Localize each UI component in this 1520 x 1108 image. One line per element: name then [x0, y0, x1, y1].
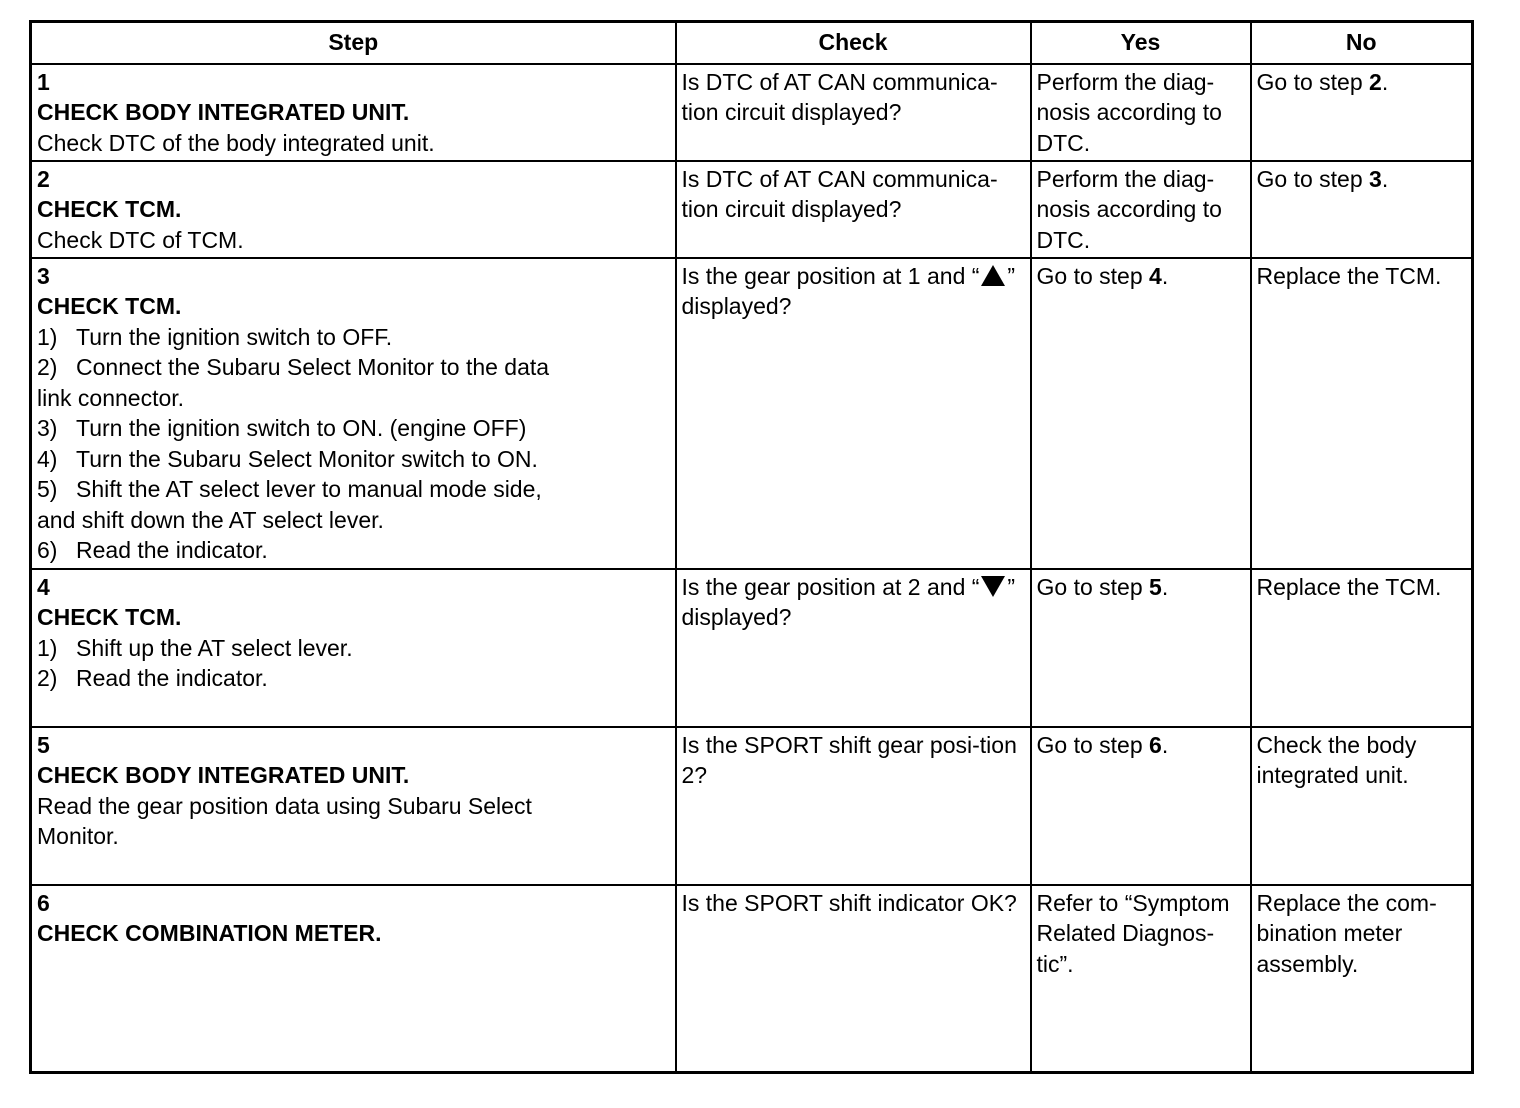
check-cell: Is DTC of AT CAN communica-tion circuit displayed?: [676, 64, 1031, 161]
step-title: CHECK COMBINATION METER.: [37, 920, 382, 946]
substep: [37, 413, 552, 444]
step-number: 2: [37, 165, 50, 192]
no-suffix: .: [1381, 165, 1389, 192]
check-text-end: ” displayed?: [681, 262, 1016, 319]
yes-suffix: .: [1161, 262, 1169, 289]
check-text: Is the gear position at 1 and “: [681, 262, 980, 289]
yes-suffix: .: [1161, 731, 1169, 758]
substep: [37, 322, 552, 353]
triangle-up-icon: [981, 265, 1005, 286]
check-text-end: ” displayed?: [681, 573, 1016, 630]
substep-text: Turn the Subaru Select Monitor switch to ON.: [76, 445, 538, 472]
step-number: 6: [37, 889, 50, 916]
substep-text: Turn the ignition switch to ON. (engine OFF): [76, 415, 527, 441]
step-number: 1: [37, 68, 50, 95]
check-text: Is the gear position at 2 and “: [681, 573, 980, 600]
table-row: [31, 569, 1473, 727]
step-reference: 6: [1149, 731, 1162, 758]
step-number: 5: [37, 731, 50, 758]
step-title: CHECK BODY INTEGRATED UNIT.: [37, 99, 410, 125]
substep-number: 3): [37, 415, 58, 441]
step-reference: 5: [1149, 573, 1162, 600]
step-title: CHECK TCM.: [37, 293, 182, 319]
step-description: Read the gear position data using Subaru Select Monitor.: [37, 792, 532, 849]
substep-text: Shift the AT select lever to manual mode side, and shift down the AT select lever.: [37, 476, 542, 533]
substep-number: 1): [37, 634, 58, 661]
step-cell: [31, 258, 676, 569]
substep: [37, 352, 552, 413]
no-text: Go to step: [1256, 68, 1370, 95]
substep: [37, 633, 552, 664]
no-suffix: .: [1381, 68, 1389, 95]
substep-text: Connect the Subaru Select Monitor to the data link connector.: [37, 354, 550, 411]
substep-number: 2): [37, 665, 58, 691]
table-row: [31, 885, 1473, 1073]
no-cell: [1251, 64, 1473, 161]
no-cell: Check the body integrated unit.: [1251, 727, 1473, 885]
step-description: Check DTC of the body integrated unit.: [37, 129, 435, 156]
step-title: CHECK TCM.: [37, 196, 182, 222]
header-check: Check: [676, 22, 1031, 64]
step-cell: [31, 727, 676, 885]
substep: [37, 444, 552, 475]
no-text: Go to step: [1256, 165, 1370, 192]
substep: [37, 474, 552, 535]
no-cell: Replace the TCM.: [1251, 258, 1473, 569]
table-row: [31, 64, 1473, 161]
check-cell: Is DTC of AT CAN communica-tion circuit displayed?: [676, 161, 1031, 258]
check-cell: [676, 569, 1031, 727]
substep-text: Turn the ignition switch to OFF.: [76, 323, 393, 350]
no-cell: [1251, 161, 1473, 258]
step-cell: [31, 161, 676, 258]
substep-number: 4): [37, 445, 58, 472]
substep-text: Read the indicator.: [76, 665, 268, 691]
yes-cell: Perform the diag-nosis according to DTC.: [1031, 161, 1251, 258]
substep-number: 1): [37, 323, 58, 350]
substep-number: 5): [37, 476, 58, 502]
substep-text: Shift up the AT select lever.: [76, 634, 353, 661]
yes-text: Go to step: [1036, 573, 1150, 600]
no-cell: Replace the com-bination meter assembly.: [1251, 885, 1473, 1073]
step-title: CHECK TCM.: [37, 604, 182, 630]
header-no: No: [1251, 22, 1473, 64]
step-number: 3: [37, 262, 50, 289]
check-cell: Is the SPORT shift indicator OK?: [676, 885, 1031, 1073]
step-cell: [31, 64, 676, 161]
yes-text: Go to step: [1036, 731, 1150, 758]
header-row: [31, 22, 1473, 64]
substep-text: Read the indicator.: [76, 537, 268, 563]
step-cell: [31, 569, 676, 727]
yes-cell: Perform the diag-nosis according to DTC.: [1031, 64, 1251, 161]
step-number: 4: [37, 573, 50, 600]
substep: [37, 663, 552, 694]
step-title: CHECK BODY INTEGRATED UNIT.: [37, 762, 410, 788]
substep: [37, 535, 552, 566]
substep-number: 6): [37, 537, 58, 563]
triangle-down-icon: [981, 576, 1005, 597]
step-reference: 3: [1369, 165, 1382, 192]
yes-text: Go to step: [1036, 262, 1150, 289]
diagnostic-table: [29, 20, 1474, 1074]
table-row: [31, 727, 1473, 885]
step-reference: 2: [1369, 68, 1382, 95]
header-step: Step: [31, 22, 676, 64]
yes-cell: Refer to “Symptom Related Diagnos-tic”.: [1031, 885, 1251, 1073]
step-description: Check DTC of TCM.: [37, 226, 244, 253]
yes-cell: [1031, 727, 1251, 885]
table-row: [31, 161, 1473, 258]
header-yes: Yes: [1031, 22, 1251, 64]
step-reference: 4: [1149, 262, 1162, 289]
table-row: [31, 258, 1473, 569]
yes-cell: [1031, 569, 1251, 727]
yes-cell: [1031, 258, 1251, 569]
yes-suffix: .: [1161, 573, 1169, 600]
no-cell: Replace the TCM.: [1251, 569, 1473, 727]
check-cell: Is the SPORT shift gear posi-tion 2?: [676, 727, 1031, 885]
substep-number: 2): [37, 354, 58, 380]
step-cell: [31, 885, 676, 1073]
check-cell: [676, 258, 1031, 569]
